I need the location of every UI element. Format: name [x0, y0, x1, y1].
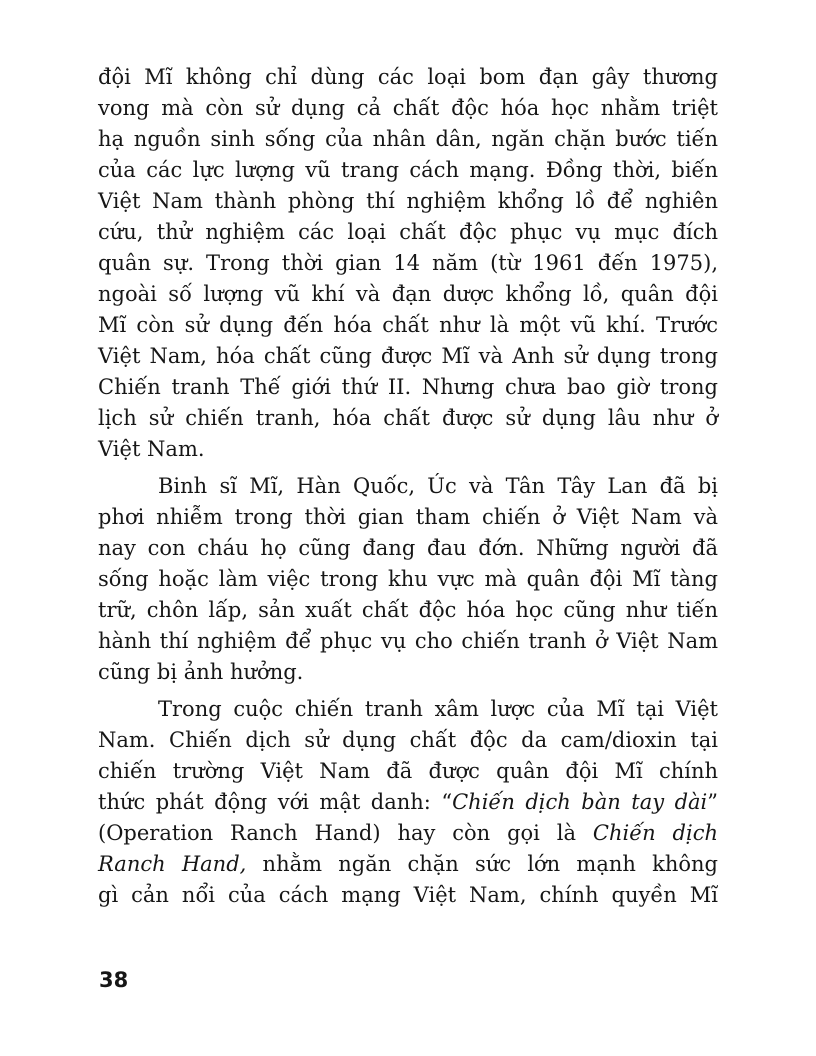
text-line: Chiến tranh Thế giới thứ II. Nhưng chưa bao giờ trong [98, 375, 718, 399]
text-line: trữ, chôn lấp, sản xuất chất độc hóa học cũng như tiến [98, 598, 718, 622]
text-run: (Operation Ranch Hand) hay còn gọi là [98, 821, 593, 845]
body-text [98, 62, 718, 911]
text-line: Nam. Chiến dịch sử dụng chất độc da cam/dioxin tại [98, 728, 718, 752]
text-line: cũng bị ảnh hưởng. [98, 660, 304, 684]
text-line: vong mà còn sử dụng cả chất độc hóa học nhằm triệt [98, 96, 718, 120]
italic-term: Chiến dịch [592, 821, 718, 845]
text-line: Việt Nam, hóa chất cũng được Mĩ và Anh sử dụng trong [98, 344, 718, 368]
text-line: Binh sĩ Mĩ, Hàn Quốc, Úc và Tân Tây Lan đã bị [158, 474, 718, 498]
text-line: Việt Nam. [98, 437, 205, 461]
text-line [98, 818, 718, 849]
text-line: nay con cháu họ cũng đang đau đớn. Những người đã [98, 536, 718, 560]
text-line: hành thí nghiệm để phục vụ cho chiến tranh ở Việt Nam [98, 629, 718, 653]
text-line: phơi nhiễm trong thời gian tham chiến ở Việt Nam và [98, 505, 718, 529]
text-line: quân sự. Trong thời gian 14 năm (từ 1961 đến 1975), [98, 251, 718, 275]
text-line: hạ nguồn sinh sống của nhân dân, ngăn chặn bước tiến [98, 127, 718, 151]
text-line: lịch sử chiến tranh, hóa chất được sử dụng lâu như ở [98, 406, 718, 430]
text-run: thức phát động với mật danh: “ [98, 790, 453, 814]
text-line [98, 849, 718, 880]
text-run: nhằm ngăn chặn sức lớn mạnh không [246, 852, 718, 876]
text-line: gì cản nổi của cách mạng Việt Nam, chính quyền Mĩ [98, 883, 718, 907]
page-number: 38 [99, 968, 129, 992]
text-line: của các lực lượng vũ trang cách mạng. Đồng thời, biến [98, 158, 718, 182]
italic-term: Chiến dịch bàn tay dài [452, 790, 708, 814]
text-line: sống hoặc làm việc trong khu vực mà quân đội Mĩ tàng [98, 567, 718, 591]
text-line: ngoài số lượng vũ khí và đạn dược khổng lồ, quân đội [98, 282, 718, 306]
paragraph-3 [98, 694, 718, 911]
text-run: ” [707, 790, 719, 814]
paragraph-1 [98, 62, 718, 465]
text-line: Trong cuộc chiến tranh xâm lược của Mĩ tại Việt [158, 697, 718, 721]
text-line: đội Mĩ không chỉ dùng các loại bom đạn gây thương [98, 65, 718, 89]
text-line: chiến trường Việt Nam đã được quân đội Mĩ chính [98, 759, 718, 783]
text-line: Mĩ còn sử dụng đến hóa chất như là một vũ khí. Trước [98, 313, 718, 337]
text-line [98, 787, 718, 818]
italic-term: Ranch Hand, [98, 852, 247, 876]
text-line: cứu, thử nghiệm các loại chất độc phục vụ mục đích [98, 220, 718, 244]
text-line: Việt Nam thành phòng thí nghiệm khổng lồ để nghiên [98, 189, 718, 213]
paragraph-2 [98, 471, 718, 688]
